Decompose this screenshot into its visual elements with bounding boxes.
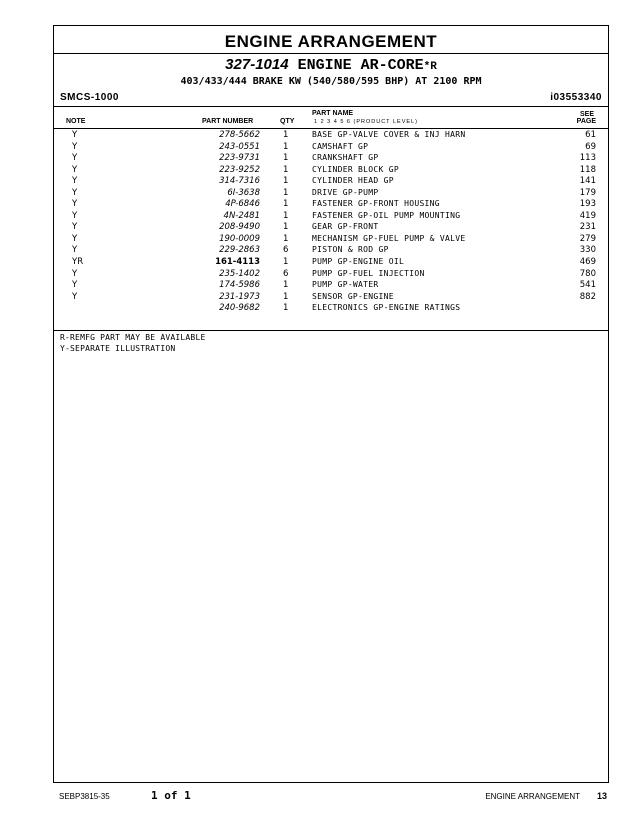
row-part-name: MECHANISM GP-FUEL PUMP & VALVE bbox=[312, 233, 466, 243]
info-id: i03553340 bbox=[550, 92, 602, 103]
row-part-number: 231-1973 bbox=[219, 291, 260, 302]
row-see-page: 419 bbox=[579, 210, 596, 221]
table-row bbox=[54, 302, 608, 314]
row-qty: 1 bbox=[283, 291, 289, 302]
row-qty: 1 bbox=[283, 130, 289, 140]
row-qty: 1 bbox=[283, 257, 289, 268]
row-part-number: 174-5986 bbox=[219, 280, 260, 291]
document-frame bbox=[53, 25, 609, 783]
row-note: Y bbox=[72, 210, 78, 221]
row-part-number: 4N-2481 bbox=[223, 210, 260, 221]
row-part-number: 208-9490 bbox=[219, 222, 260, 233]
assembly-suffix: *R bbox=[423, 61, 437, 73]
row-part-number: 190-0009 bbox=[219, 233, 260, 244]
row-see-page: 113 bbox=[579, 153, 596, 164]
row-part-name: BASE GP-VALVE COVER & INJ HARN bbox=[312, 130, 466, 139]
footer-page-number: 13 bbox=[596, 791, 607, 801]
col-part-name-header: PART NAME bbox=[312, 110, 354, 117]
row-note: Y bbox=[72, 176, 78, 187]
engine-ratings: 403/433/444 BRAKE KW (540/580/595 BHP) AT 2100 RPM bbox=[180, 76, 482, 87]
row-qty: 6 bbox=[283, 245, 289, 256]
row-part-number: 223-9252 bbox=[219, 164, 260, 175]
table-row bbox=[54, 244, 608, 256]
assembly-description: ENGINE AR-CORE bbox=[297, 57, 424, 74]
note-line: R-REMFG PART MAY BE AVAILABLE bbox=[60, 333, 206, 342]
table-row bbox=[54, 291, 608, 303]
row-note: Y bbox=[72, 245, 78, 256]
row-note: Y bbox=[72, 141, 78, 152]
col-note-header: NOTE bbox=[66, 118, 86, 125]
row-part-number: 229-2863 bbox=[219, 245, 260, 256]
row-part-name: PUMP GP-ENGINE OIL bbox=[312, 257, 405, 267]
list-end-divider bbox=[54, 330, 608, 331]
row-see-page: 279 bbox=[579, 233, 596, 244]
row-see-page: 141 bbox=[579, 176, 596, 187]
table-row bbox=[54, 256, 608, 268]
row-qty: 1 bbox=[283, 164, 289, 175]
row-part-name: GEAR GP-FRONT bbox=[312, 222, 379, 232]
row-see-page: 118 bbox=[579, 164, 596, 175]
col-part-number-header: PART NUMBER bbox=[202, 118, 254, 125]
col-see-header: SEE bbox=[579, 111, 594, 118]
title-divider bbox=[54, 53, 608, 54]
row-note: Y bbox=[72, 268, 78, 279]
table-row bbox=[54, 279, 608, 291]
row-see-page: 780 bbox=[579, 268, 596, 279]
table-row bbox=[54, 187, 608, 199]
table-row bbox=[54, 210, 608, 222]
row-note: YR bbox=[72, 257, 84, 268]
table-row bbox=[54, 233, 608, 245]
row-note: Y bbox=[72, 280, 78, 291]
row-part-name: FASTENER GP-OIL PUMP MOUNTING bbox=[312, 210, 461, 220]
page-title: ENGINE ARRANGEMENT bbox=[224, 32, 438, 51]
row-see-page: 330 bbox=[579, 245, 596, 256]
row-part-number: 314-7316 bbox=[219, 176, 260, 187]
assembly-heading bbox=[54, 56, 608, 74]
row-qty: 6 bbox=[283, 268, 289, 279]
table-row bbox=[54, 129, 608, 141]
footer-section: ENGINE ARRANGEMENT bbox=[485, 792, 580, 801]
row-part-name: SENSOR GP-ENGINE bbox=[312, 291, 394, 301]
row-note: Y bbox=[72, 187, 78, 198]
page-footer bbox=[0, 790, 638, 806]
note-line: Y-SEPARATE ILLUSTRATION bbox=[60, 343, 176, 353]
row-qty: 1 bbox=[283, 210, 289, 221]
row-part-number: 6I-3638 bbox=[227, 187, 260, 198]
row-qty: 1 bbox=[283, 303, 289, 314]
col-product-level-header: 1 2 3 4 5 6 (PRODUCT LEVEL) bbox=[314, 119, 418, 125]
row-part-name: PISTON & ROD GP bbox=[312, 245, 389, 255]
row-part-number: 235-1402 bbox=[219, 268, 260, 279]
footer-page-of: 1 of 1 bbox=[151, 789, 191, 802]
row-part-number: 243-0551 bbox=[219, 141, 260, 152]
table-row bbox=[54, 198, 608, 210]
row-note: Y bbox=[72, 153, 78, 164]
row-part-name: PUMP GP-FUEL INJECTION bbox=[312, 268, 425, 278]
row-see-page: 61 bbox=[585, 130, 596, 140]
row-note: Y bbox=[72, 130, 78, 140]
row-part-name: PUMP GP-WATER bbox=[312, 280, 379, 290]
table-row bbox=[54, 141, 608, 153]
row-part-name: CYLINDER BLOCK GP bbox=[312, 164, 399, 174]
row-qty: 1 bbox=[283, 280, 289, 291]
row-see-page: 469 bbox=[579, 257, 596, 268]
row-qty: 1 bbox=[283, 187, 289, 198]
row-see-page: 541 bbox=[579, 280, 596, 291]
row-note: Y bbox=[72, 199, 78, 210]
row-see-page: 882 bbox=[579, 291, 596, 302]
row-part-name: DRIVE GP-PUMP bbox=[312, 187, 379, 197]
parts-list bbox=[54, 129, 608, 314]
row-part-number: 223-9731 bbox=[219, 153, 260, 164]
notes-block bbox=[60, 333, 205, 354]
row-see-page: 69 bbox=[585, 141, 596, 152]
row-part-name: CYLINDER HEAD GP bbox=[312, 176, 394, 186]
row-note: Y bbox=[72, 222, 78, 233]
row-part-name: FASTENER GP-FRONT HOUSING bbox=[312, 199, 440, 209]
table-row bbox=[54, 268, 608, 280]
col-page-header: PAGE bbox=[576, 118, 596, 125]
row-part-name: ELECTRONICS GP-ENGINE RATINGS bbox=[312, 303, 461, 313]
row-note: Y bbox=[72, 291, 78, 302]
smcs-code: SMCS-1000 bbox=[60, 92, 119, 103]
assembly-part-number: 327-1014 bbox=[225, 56, 289, 73]
row-note: Y bbox=[72, 233, 78, 244]
table-row bbox=[54, 164, 608, 176]
row-qty: 1 bbox=[283, 233, 289, 244]
table-row bbox=[54, 221, 608, 233]
row-part-number: 240-9682 bbox=[219, 303, 260, 314]
table-row bbox=[54, 175, 608, 187]
row-qty: 1 bbox=[283, 176, 289, 187]
row-see-page: 193 bbox=[579, 199, 596, 210]
row-qty: 1 bbox=[283, 199, 289, 210]
row-qty: 1 bbox=[283, 222, 289, 233]
row-note: Y bbox=[72, 164, 78, 175]
header-divider bbox=[54, 106, 608, 107]
row-part-number: 4P-6846 bbox=[225, 199, 260, 210]
row-qty: 1 bbox=[283, 153, 289, 164]
row-see-page: 231 bbox=[579, 222, 596, 233]
table-row bbox=[54, 152, 608, 164]
row-part-number: 161-4113 bbox=[215, 257, 260, 268]
col-qty-header: QTY bbox=[280, 118, 295, 125]
row-part-number: 278-5662 bbox=[219, 130, 260, 140]
row-part-name: CRANKSHAFT GP bbox=[312, 153, 379, 163]
row-part-name: CAMSHAFT GP bbox=[312, 141, 369, 151]
row-qty: 1 bbox=[283, 141, 289, 152]
footer-doc-number: SEBP3815-35 bbox=[59, 792, 110, 801]
row-see-page: 179 bbox=[579, 187, 596, 198]
